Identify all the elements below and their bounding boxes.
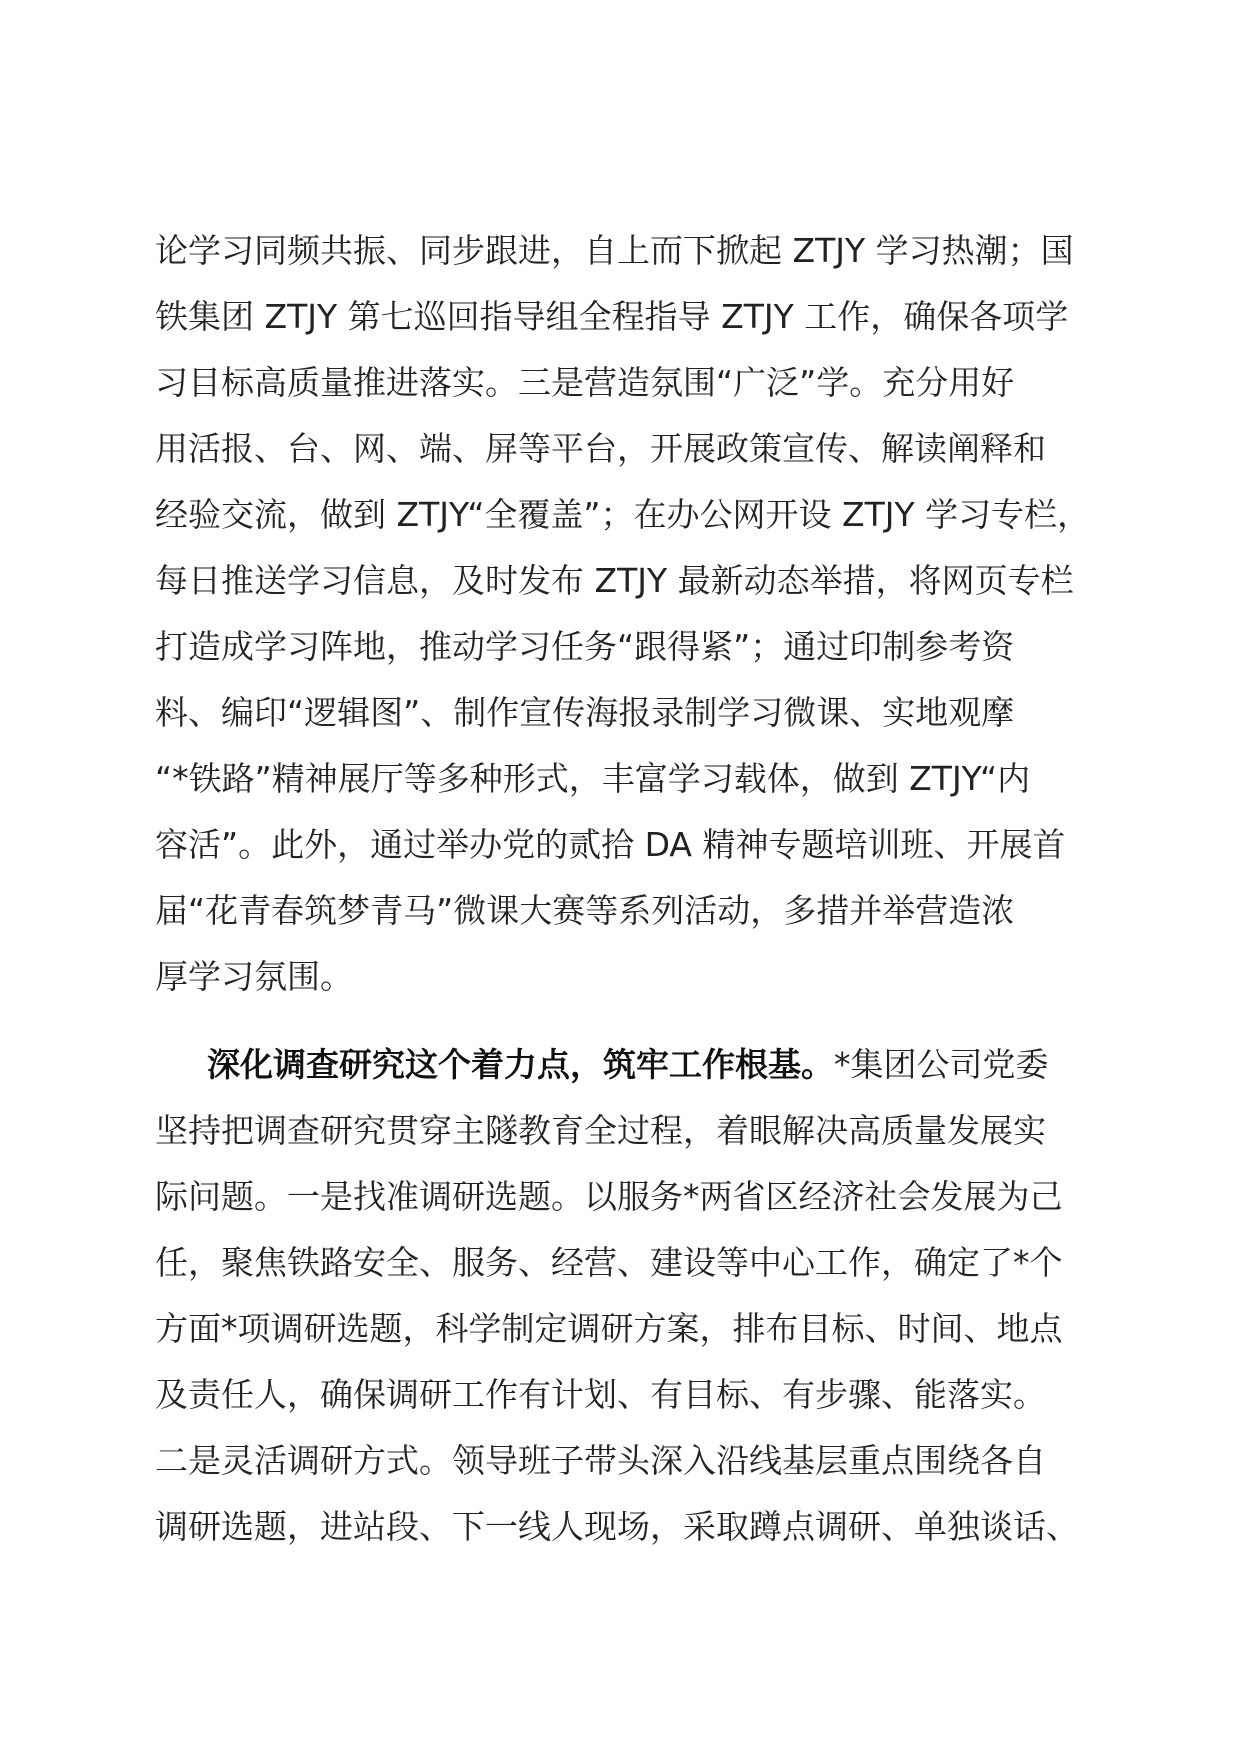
- document-body: [155, 218, 1115, 1560]
- paragraph-heading: 深化调查研究这个着力点，筑牢工作根基。: [207, 1045, 834, 1084]
- text-line: 方面*项调研选题，科学制定调研方案，排布目标、时间、地点: [155, 1309, 1063, 1348]
- text-line: 料、编印“逻辑图”、制作宣传海报录制学习微课、实地观摩: [155, 693, 1015, 732]
- text-line: “*铁路”精神展厅等多种形式，丰富学习载体，做到 ZTJY“内: [155, 759, 1031, 798]
- text-line: 及责任人，确保调研工作有计划、有目标、有步骤、能落实。: [155, 1375, 1046, 1414]
- text-line: 论学习同频共振、同步跟进，自上而下掀起 ZTJY 学习热潮；国: [155, 231, 1074, 270]
- text-line: 容活”。此外，通过举办党的贰拾 DA 精神专题培训班、开展首: [155, 825, 1066, 864]
- text-line: 打造成学习阵地，推动学习任务“跟得紧”；通过印制参考资: [155, 627, 1015, 666]
- text-line: 坚持把调查研究贯穿主隧教育全过程，着眼解决高质量发展实: [155, 1111, 1046, 1150]
- text-line: 经验交流，做到 ZTJY“全覆盖”；在办公网开设 ZTJY 学习专栏，: [155, 495, 1091, 534]
- paragraph-spacer: [155, 1010, 1115, 1032]
- text-line: 习目标高质量推进落实。三是营造氛围“广泛”学。充分用好: [155, 363, 1015, 402]
- text-line: 际问题。一是找准调研选题。以服务*两省区经济社会发展为己: [155, 1177, 1063, 1216]
- paragraph-first-line: [155, 1032, 1115, 1098]
- text-line: 届“花青春筑梦青马”微课大赛等系列活动，多措并举营造浓: [155, 891, 1015, 930]
- text-line: 铁集团 ZTJY 第七巡回指导组全程指导 ZTJY 工作，确保各项学: [155, 297, 1069, 336]
- text-line: 二是灵活调研方式。领导班子带头深入沿线基层重点围绕各自: [155, 1441, 1046, 1480]
- text-line: 厚学习氛围。: [155, 957, 353, 996]
- text-line: 调研选题，进站段、下一线人现场，采取蹲点调研、单独谈话、: [155, 1507, 1079, 1546]
- text-line: 任，聚焦铁路安全、服务、经营、建设等中心工作，确定了*个: [155, 1243, 1063, 1282]
- text-line: 每日推送学习信息，及时发布 ZTJY 最新动态举措，将网页专栏: [155, 561, 1074, 600]
- paragraph-2: [155, 1032, 1115, 1560]
- heading-line-rest: *集团公司党委: [834, 1045, 1049, 1084]
- paragraph-1: [155, 218, 1115, 1010]
- text-line: 用活报、台、网、端、屏等平台，开展政策宣传、解读阐释和: [155, 429, 1046, 468]
